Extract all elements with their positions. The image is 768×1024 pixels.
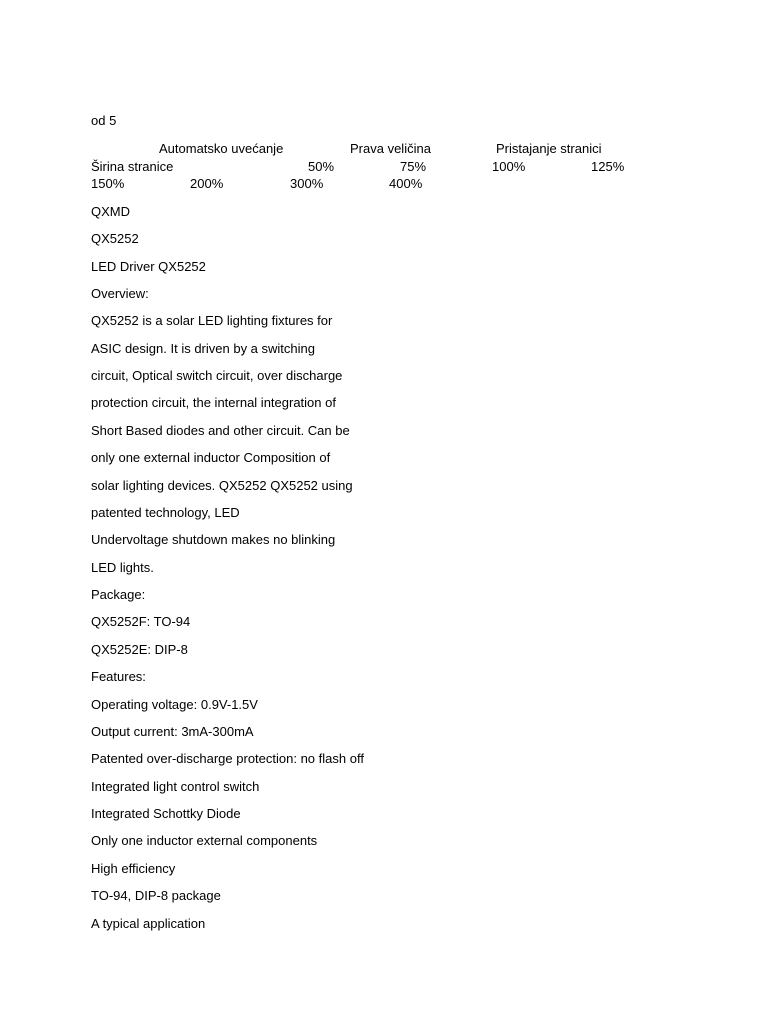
zoom-300-option[interactable]: 300% (290, 176, 324, 191)
zoom-200-option[interactable]: 200% (190, 176, 224, 191)
doc-text-line: TO-94, DIP-8 package (91, 888, 221, 903)
doc-brand-line: QXMD (91, 204, 130, 219)
doc-text-line: solar lighting devices. QX5252 QX5252 using (91, 478, 353, 493)
doc-text-line: ASIC design. It is driven by a switching (91, 341, 315, 356)
zoom-150-option[interactable]: 150% (91, 176, 125, 191)
doc-text-line: Undervoltage shutdown makes no blinking (91, 532, 336, 547)
doc-text-line: Integrated Schottky Diode (91, 806, 241, 821)
doc-text-line: Patented over-discharge protection: no flash off (91, 751, 364, 766)
zoom-125-option[interactable]: 125% (591, 159, 625, 174)
doc-text-line: LED lights. (91, 560, 154, 575)
doc-text-line: QX5252 is a solar LED lighting fixtures for (91, 313, 333, 328)
zoom-auto-option[interactable]: Automatsko uvećanje (159, 141, 284, 156)
doc-text-line: QX5252E: DIP-8 (91, 642, 188, 657)
doc-text-line: circuit, Optical switch circuit, over discharge (91, 368, 343, 383)
doc-text-line: only one external inductor Composition of (91, 450, 331, 465)
doc-text-line: Only one inductor external components (91, 833, 318, 848)
zoom-400-option[interactable]: 400% (389, 176, 423, 191)
doc-text-line: Integrated light control switch (91, 779, 260, 794)
doc-package-heading: Package: (91, 587, 146, 602)
doc-text-line: patented technology, LED (91, 505, 240, 520)
zoom-75-option[interactable]: 75% (400, 159, 427, 174)
zoom-actual-size-option[interactable]: Prava veličina (350, 141, 431, 156)
doc-overview-heading: Overview: (91, 286, 149, 301)
doc-title-line: LED Driver QX5252 (91, 259, 206, 274)
doc-text-line: High efficiency (91, 861, 176, 876)
zoom-page-width-option[interactable]: Širina stranice (91, 159, 174, 174)
doc-text-line: QX5252F: TO-94 (91, 614, 191, 629)
zoom-100-option[interactable]: 100% (492, 159, 526, 174)
doc-text-line: Output current: 3mA-300mA (91, 724, 254, 739)
doc-text-line: A typical application (91, 916, 206, 931)
doc-features-heading: Features: (91, 669, 146, 684)
doc-text-line: Operating voltage: 0.9V-1.5V (91, 697, 258, 712)
doc-text-line: Short Based diodes and other circuit. Can be (91, 423, 350, 438)
page-count-label: od 5 (91, 113, 117, 128)
doc-text-line: protection circuit, the internal integration of (91, 395, 336, 410)
zoom-fit-page-option[interactable]: Pristajanje stranici (496, 141, 602, 156)
zoom-50-option[interactable]: 50% (308, 159, 335, 174)
doc-part-number-line: QX5252 (91, 231, 139, 246)
